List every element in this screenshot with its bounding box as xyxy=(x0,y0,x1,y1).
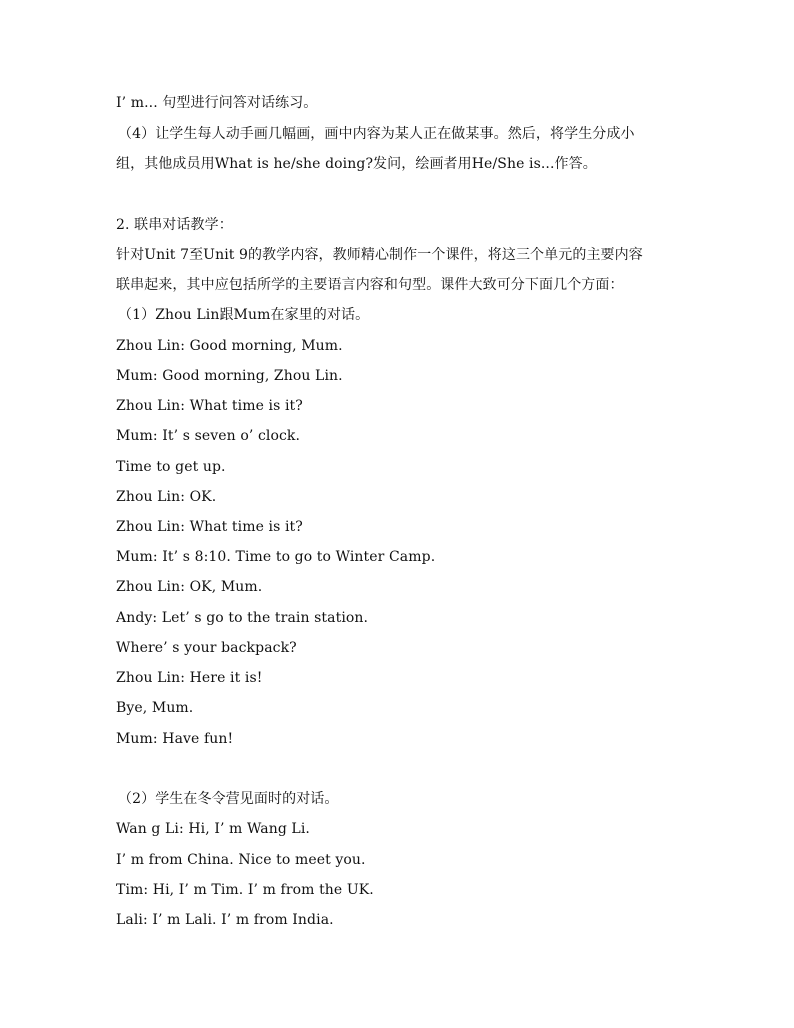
dialogue-line: Zhou Lin: Here it is! xyxy=(116,670,263,686)
dialogue-line: Mum: Good morning, Zhou Lin. xyxy=(116,368,343,384)
dialogue-line: Mum: It’ s seven o’ clock. xyxy=(116,428,301,444)
section-heading: 2. 联串对话教学： xyxy=(116,217,233,233)
dialogue-line: Lali: I’ m Lali. I’ m from India. xyxy=(116,912,334,928)
dialogue-line: Andy: Let’ s go to the train station. xyxy=(116,610,369,626)
text-line: （4）让学生每人动手画几幅画，画中内容为某人正在做某事。然后，将学生分成小 xyxy=(118,126,635,142)
dialogue-line: Time to get up. xyxy=(116,459,226,475)
sub-heading: （1）Zhou Lin跟Mum在家里的对话。 xyxy=(118,307,370,323)
dialogue-line: Wan g Li: Hi, I’ m Wang Li. xyxy=(116,821,310,837)
sub-heading: （2）学生在冬令营见面时的对话。 xyxy=(118,791,339,807)
text-line: 联串起来，其中应包括所学的主要语言内容和句型。课件大致可分下面几个方面： xyxy=(116,277,624,293)
dialogue-line: I’ m from China. Nice to meet you. xyxy=(116,852,366,868)
dialogue-line: Bye, Mum. xyxy=(116,700,194,716)
text-line: I’ m... 句型进行问答对话练习。 xyxy=(116,95,318,111)
dialogue-line: Mum: Have fun! xyxy=(116,731,234,747)
dialogue-line: Where’ s your backpack? xyxy=(116,640,297,656)
dialogue-line: Zhou Lin: OK, Mum. xyxy=(116,579,263,595)
text-line: 组，其他成员用What is he/she doing?发问，绘画者用He/She is...作答。 xyxy=(116,156,597,172)
dialogue-line: Tim: Hi, I’ m Tim. I’ m from the UK. xyxy=(116,882,374,898)
dialogue-line: Zhou Lin: What time is it? xyxy=(116,519,303,535)
text-line: 针对Unit 7至Unit 9的教学内容，教师精心制作一个课件，将这三个单元的主要内容 xyxy=(116,247,643,263)
dialogue-line: Zhou Lin: OK. xyxy=(116,489,217,505)
dialogue-line: Zhou Lin: Good morning, Mum. xyxy=(116,338,343,354)
dialogue-line: Mum: It’ s 8:10. Time to go to Winter Camp. xyxy=(116,549,436,565)
dialogue-line: Zhou Lin: What time is it? xyxy=(116,398,303,414)
